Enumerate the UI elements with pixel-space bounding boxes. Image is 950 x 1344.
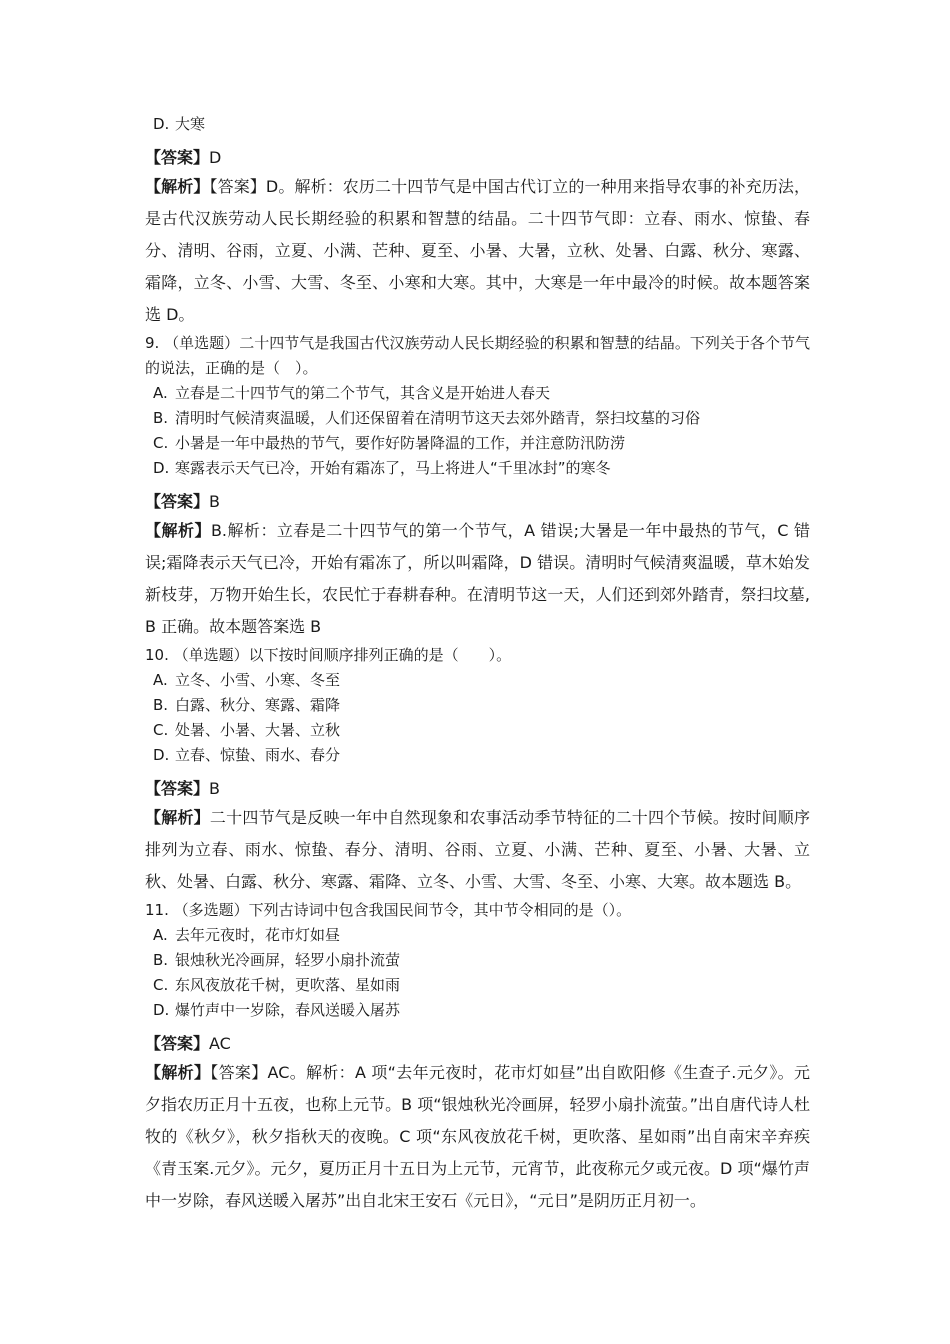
option-letter: C. <box>153 976 169 994</box>
q9-option-c <box>145 431 810 456</box>
option-text: 银烛秋光冷画屏，轻罗小扇扑流萤 <box>175 951 401 969</box>
q9-option-a <box>145 381 810 406</box>
analysis-text: 二十四节气是反映一年中自然现象和农事活动季节特征的二十四个节候。按时间顺序排列为立春、雨水、惊蛰、春分、清明、谷雨、立夏、小满、芒种、夏至、小暑、大暑、立秋、处暑、白露、秋分、寒露、霜降、立冬、小雪、大雪、冬至、小寒、大寒。故本题选 B。 <box>145 808 810 891</box>
q11-option-b <box>145 948 810 973</box>
option-text: 立春是二十四节气的第二个节气，其含义是开始进人春天 <box>175 384 551 402</box>
option-letter: B. <box>153 696 169 714</box>
answer-value: D <box>209 148 222 167</box>
option-text: 立冬、小雪、小寒、冬至 <box>175 671 341 689</box>
answer-tag: 【答案】 <box>145 148 210 167</box>
analysis-tag: 【解析】 <box>145 177 210 196</box>
q10-option-a <box>145 668 810 693</box>
option-text: 去年元夜时，花市灯如昼 <box>175 926 341 944</box>
option-letter: C. <box>153 721 169 739</box>
option-letter: A. <box>153 926 168 944</box>
option-letter: D. <box>153 459 170 477</box>
question-9 <box>145 331 810 643</box>
question-8 <box>145 112 810 331</box>
option-letter: B. <box>153 951 169 969</box>
option-letter: D. <box>153 746 170 764</box>
q10-option-c <box>145 718 810 743</box>
analysis-text: 【答案】D。解析：农历二十四节气是中国古代订立的一种用来指导农事的补充历法，是古代汉族劳动人民长期经验的积累和智慧的结晶。二十四节气即：立春、雨水、惊蛰、春分、清明、谷雨，立夏、小满、芒种、夏至、小暑、大暑，立秋、处暑、白露、秋分、寒露、霜降，立冬、小雪、大雪、冬至、小寒和大寒。其中，大寒是一年中最冷的时候。故本题答案选 D。 <box>145 177 810 324</box>
q10-stem: 10. （单选题）以下按时间顺序排列正确的是（ ）。 <box>145 646 512 664</box>
answer-value: B <box>209 492 220 511</box>
option-text: 白露、秋分、寒露、霜降 <box>175 696 341 714</box>
analysis-text: B.解析：立春是二十四节气的第一个节气，A 错误;大暑是一年中最热的节气，C 错误;霜降表示天气已冷，开始有霜冻了，所以叫霜降，D 错误。清明时气候清爽温暖，草木始发新枝芽，万物开始生长，农民忙于春耕春种。在清明节这一天，人们还到郊外踏青，祭扫坟墓,B 正确。故本题答案选 B <box>145 521 810 636</box>
option-text: 小暑是一年中最热的节气，要作好防暑降温的工作，并注意防汛防涝 <box>175 434 626 452</box>
analysis-text: 【答案】AC。解析：A 项“去年元夜时，花市灯如昼”出自欧阳修《生查子.元夕》。元夕指农历正月十五夜，也称上元节。B 项“银烛秋光冷画屏，轻罗小扇扑流萤。”出自唐代诗人杜牧的《秋夕》，秋夕指秋天的夜晚。C 项“东风夜放花千树，更吹落、星如雨”出自南宋辛弃疾《青玉案.元夕》。元夕，夏历正月十五日为上元节，元宵节，此夜称元夕或元夜。D 项“爆竹声中一岁除，春风送暖入屠苏”出自北宋王安石《元日》，“元日”是阴历正月初一。 <box>145 1063 810 1210</box>
document-page <box>145 112 810 1217</box>
q8-analysis <box>145 171 810 331</box>
q11-stem: 11. （多选题）下列古诗词中包含我国民间节令，其中节令相同的是（）。 <box>145 901 632 919</box>
option-letter: C. <box>153 434 169 452</box>
q10-option-b <box>145 693 810 718</box>
option-letter: A. <box>153 384 168 402</box>
option-text: 清明时气候清爽温暖，人们还保留着在清明节这天去郊外踏青，祭扫坟墓的习俗 <box>175 409 701 427</box>
q10-analysis <box>145 802 810 898</box>
option-letter: B. <box>153 409 169 427</box>
answer-value: B <box>209 779 220 798</box>
option-text: 大寒 <box>175 115 206 133</box>
question-11 <box>145 898 810 1217</box>
q10-option-d <box>145 743 810 768</box>
q9-option-b <box>145 406 810 431</box>
q8-answer <box>145 145 810 171</box>
answer-value: AC <box>209 1034 231 1053</box>
answer-tag: 【答案】 <box>145 779 210 798</box>
analysis-tag: 【解析】 <box>145 808 210 827</box>
question-10 <box>145 643 810 898</box>
answer-tag: 【答案】 <box>145 1034 210 1053</box>
q9-analysis <box>145 515 810 643</box>
q9-answer <box>145 489 810 515</box>
q8-option-d <box>145 112 810 137</box>
q10-answer <box>145 776 810 802</box>
q11-option-c <box>145 973 810 998</box>
q11-option-a <box>145 923 810 948</box>
q11-option-d <box>145 998 810 1023</box>
option-text: 东风夜放花千树，更吹落、星如雨 <box>175 976 401 994</box>
q11-answer <box>145 1031 810 1057</box>
analysis-tag: 【解析】 <box>145 521 211 540</box>
option-letter: D. <box>153 1001 170 1019</box>
option-letter: D. <box>153 115 170 133</box>
option-text: 爆竹声中一岁除，春风送暖入屠苏 <box>175 1001 401 1019</box>
q11-analysis <box>145 1057 810 1217</box>
answer-tag: 【答案】 <box>145 492 210 511</box>
q9-stem: 9. （单选题）二十四节气是我国古代汉族劳动人民长期经验的积累和智慧的结晶。下列关于各个节气的说法，正确的是（ ）。 <box>145 334 810 377</box>
option-letter: A. <box>153 671 168 689</box>
option-text: 寒露表示天气已冷，开始有霜冻了，马上将进人“千里冰封”的寒冬 <box>175 459 611 477</box>
option-text: 处暑、小暑、大暑、立秋 <box>175 721 341 739</box>
q9-option-d <box>145 456 810 481</box>
analysis-tag: 【解析】 <box>145 1063 211 1082</box>
option-text: 立春、惊蛰、雨水、春分 <box>175 746 341 764</box>
